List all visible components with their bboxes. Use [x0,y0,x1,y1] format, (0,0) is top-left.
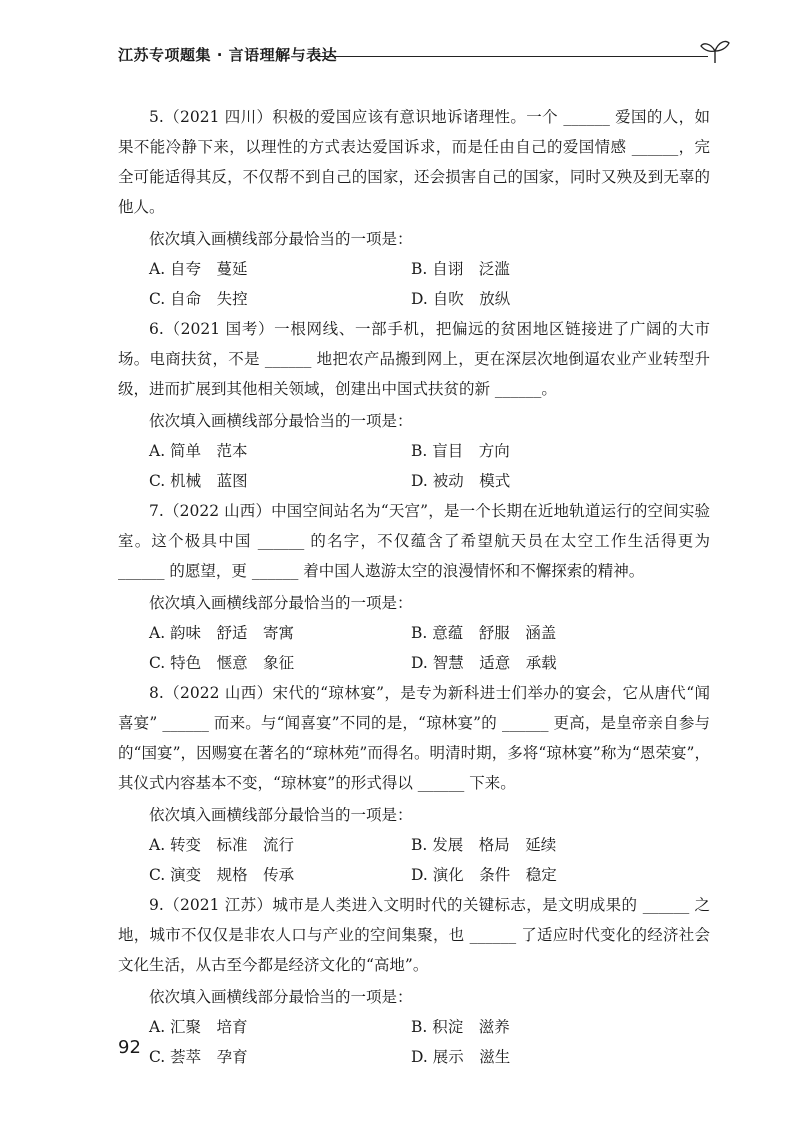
question-8 [118,678,710,890]
question-6 [118,314,710,496]
option-b[interactable]: B. 发展 格局 延续 [411,836,557,854]
option-d[interactable]: D. 智慧 适意 承载 [411,654,557,672]
question-7 [118,496,710,678]
header-title: 江苏专项题集 · 言语理解与表达 [118,46,338,64]
answer-options [118,830,710,890]
option-a[interactable]: A. 转变 标准 流行 [149,836,295,854]
option-c[interactable]: C. 机械 蓝图 [149,472,248,490]
option-a[interactable]: A. 韵味 舒适 寄寓 [149,624,295,642]
option-c[interactable]: C. 荟萃 孕育 [149,1048,248,1066]
option-c[interactable]: C. 自命 失控 [149,290,248,308]
option-c[interactable]: C. 特色 惬意 象征 [149,654,295,672]
option-d[interactable]: D. 自吹 放纵 [411,290,511,308]
running-header [118,40,728,68]
question-5 [118,102,710,314]
option-b[interactable]: B. 自诩 泛滥 [411,260,510,278]
question-list [118,102,710,1072]
answer-options [118,436,710,496]
answer-options [118,254,710,314]
sprout-icon [700,38,730,64]
option-b[interactable]: B. 盲目 方向 [411,442,510,460]
option-a[interactable]: A. 简单 范本 [149,442,248,460]
question-prompt: 依次填入画横线部分最恰当的一项是： [149,412,413,430]
option-b[interactable]: B. 积淀 滋养 [411,1018,510,1036]
question-9 [118,890,710,1072]
question-prompt: 依次填入画横线部分最恰当的一项是： [149,988,413,1006]
answer-options [118,618,710,678]
page-number: 92 [118,1037,141,1058]
question-stem: 7.（2022 山西）中国空间站名为“天宫”，是一个长期在近地轨道运行的空间实验室。这个极具中国 ______ 的名字，不仅蕴含了希望航天员在太空工作生活得更为 ______ 的愿望，更 ______ 着中国人遨游太空的浪漫情怀和不懈探索的精神。 [118,502,710,580]
question-prompt: 依次填入画横线部分最恰当的一项是： [149,230,413,248]
option-d[interactable]: D. 被动 模式 [411,472,511,490]
question-prompt: 依次填入画横线部分最恰当的一项是： [149,806,413,824]
question-prompt: 依次填入画横线部分最恰当的一项是： [149,594,413,612]
option-d[interactable]: D. 展示 滋生 [411,1048,511,1066]
option-d[interactable]: D. 演化 条件 稳定 [411,866,557,884]
question-stem: 6.（2021 国考）一根网线、一部手机，把偏远的贫困地区链接进了广阔的大市场。电商扶贫，不是 ______ 地把农产品搬到网上，更在深层次地倒逼农业产业转型升级，进而扩展到其他相关领域，创建出中国式扶贫的新 ______。 [118,320,710,398]
header-rule [316,56,708,57]
answer-options [118,1012,710,1072]
question-stem: 9.（2021 江苏）城市是人类进入文明时代的关键标志，是文明成果的 ______ 之地，城市不仅仅是非农人口与产业的空间集聚，也 ______ 了适应时代变化的经济社会文化生活，从古至今都是经济文化的“高地”。 [118,896,710,974]
option-b[interactable]: B. 意蕴 舒服 涵盖 [411,624,557,642]
option-c[interactable]: C. 演变 规格 传承 [149,866,295,884]
option-a[interactable]: A. 汇聚 培育 [149,1018,248,1036]
option-a[interactable]: A. 自夸 蔓延 [149,260,248,278]
question-stem: 8.（2022 山西）宋代的“琼林宴”，是专为新科进士们举办的宴会，它从唐代“闻喜宴” ______ 而来。与“闻喜宴”不同的是，“琼林宴”的 ______ 更高，是皇帝亲自参与的“国宴”，因赐宴在著名的“琼林苑”而得名。明清时期，多将“琼林宴”称为“恩荣宴”，其仪式内容基本不变，“琼林宴”的形式得以 ______ 下来。 [118,684,710,792]
question-stem: 5.（2021 四川）积极的爱国应该有意识地诉诸理性。一个 ______ 爱国的人，如果不能冷静下来，以理性的方式表达爱国诉求，而是任由自己的爱国情感 ______，完全可能适得其反，不仅帮不到自己的国家，还会损害自己的国家，同时又殃及到无辜的他人。 [118,108,710,216]
